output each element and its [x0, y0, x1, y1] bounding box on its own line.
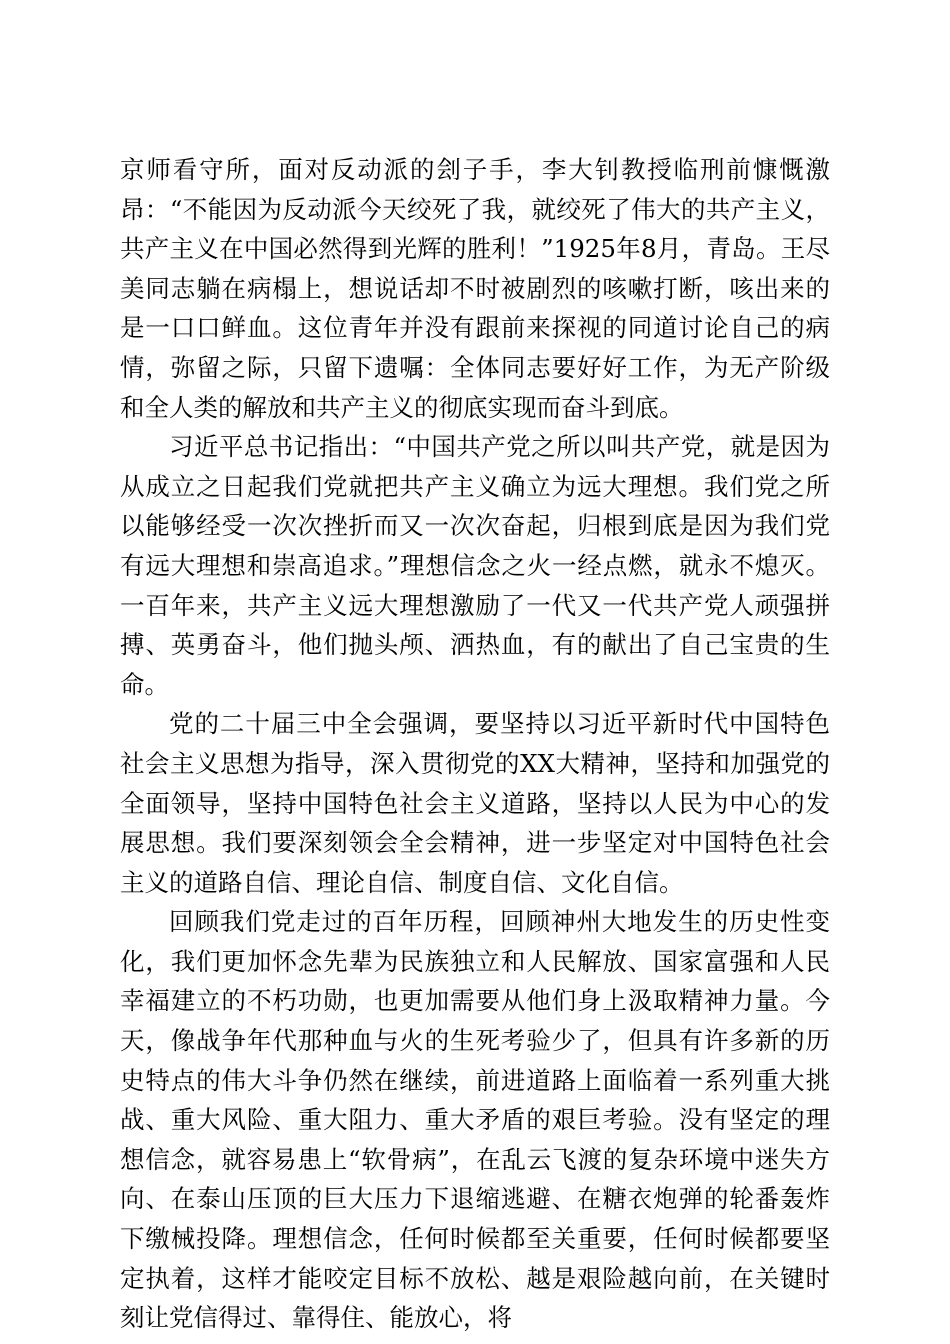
- document-page: [120, 150, 830, 1338]
- paragraph-3: 党的二十届三中全会强调，要坚持以习近平新时代中国特色社会主义思想为指导，深入贯彻党的XX大精神，坚持和加强党的全面领导，坚持中国特色社会主义道路，坚持以人民为中心的发展思想。我们要深刻领会全会精神，进一步坚定对中国特色社会主义的道路自信、理论自信、制度自信、文化自信。: [120, 709, 830, 897]
- paragraph-1: 京师看守所，面对反动派的刽子手，李大钊教授临刑前慷慨激昂：“不能因为反动派今天绞死了我，就绞死了伟大的共产主义，共产主义在中国必然得到光辉的胜利！”1925年8月，青岛。王尽美同志躺在病榻上，想说话却不时被剧烈的咳嗽打断，咳出来的是一口口鲜血。这位青年并没有跟前来探视的同道讨论自己的病情，弥留之际，只留下遗嘱：全体同志要好好工作，为无产阶级和全人类的解放和共产主义的彻底实现而奋斗到底。: [120, 155, 830, 422]
- paragraph-4: 回顾我们党走过的百年历程，回顾神州大地发生的历史性变化，我们更加怀念先辈为民族独立和人民解放、国家富强和人民幸福建立的不朽功勋，也更加需要从他们身上汲取精神力量。今天，像战争年代那种血与火的生死考验少了，但具有许多新的历史特点的伟大斗争仍然在继续，前进道路上面临着一系列重大挑战、重大风险、重大阻力、重大矛盾的艰巨考验。没有坚定的理想信念，就容易患上“软骨病”，在乱云飞渡的复杂环境中迷失方向、在泰山压顶的巨大压力下退缩逃避、在糖衣炮弹的轮番轰炸下缴械投降。理想信念，任何时候都至关重要，任何时候都要坚定执着，这样才能咬定目标不放松、越是艰险越向前，在关键时刻让党信得过、靠得住、能放心，将: [120, 907, 830, 1333]
- paragraph-2: 习近平总书记指出：“中国共产党之所以叫共产党，就是因为从成立之日起我们党就把共产主义确立为远大理想。我们党之所以能够经受一次次挫折而又一次次奋起，归根到底是因为我们党有远大理想和崇高追求。”理想信念之火一经点燃，就永不熄灭。一百年来，共产主义远大理想激励了一代又一代共产党人顽强拼搏、英勇奋斗，他们抛头颅、洒热血，有的献出了自己宝贵的生命。: [120, 432, 830, 699]
